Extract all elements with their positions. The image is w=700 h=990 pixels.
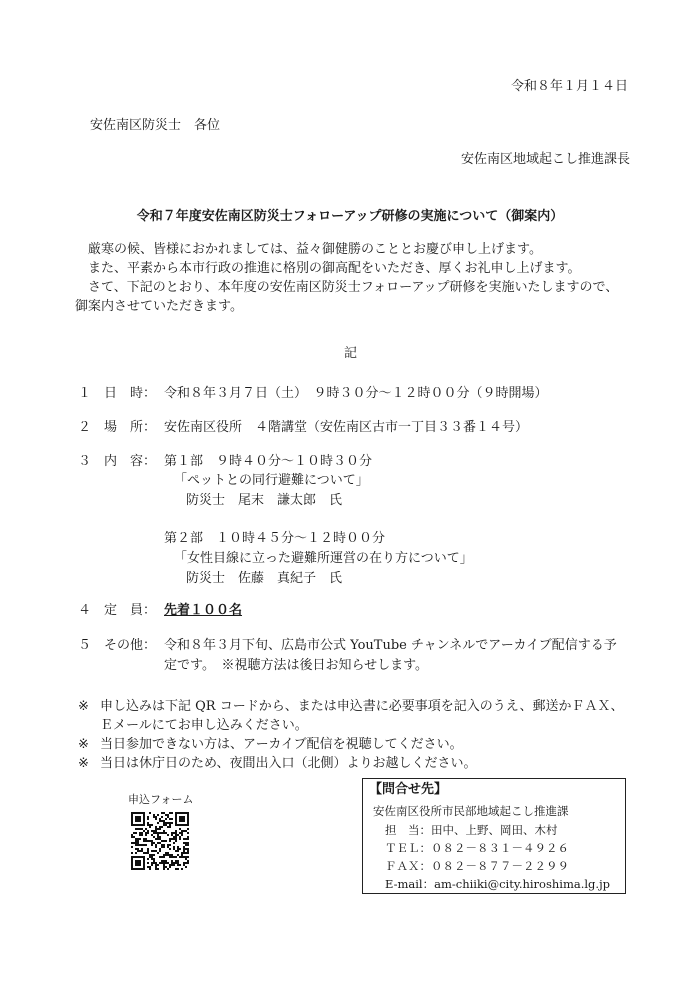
document-title: 令和７年度安佐南区防災士フォローアップ研修の実施について（御案内）	[136, 209, 564, 224]
note-item	[78, 736, 638, 755]
item-number: １	[78, 386, 92, 401]
item-number: ３	[78, 454, 92, 469]
qr-code-icon[interactable]	[131, 812, 189, 870]
note-item	[78, 698, 638, 717]
note-text: 当日は休庁日のため、夜間出入口（北側）よりお越しください。	[100, 756, 477, 771]
contact-box	[362, 778, 626, 894]
part1-time: 第１部 ９時４０分～１０時３０分	[164, 454, 373, 469]
addressee: 安佐南区防災士 各位	[90, 118, 221, 133]
contact-fax: ＦＡＸ：０８２－８７７－２２９９	[385, 859, 569, 873]
body-line: また、平素から本市行政の推進に格別の御高配をいただき、厚くお礼申し上げます。	[75, 261, 581, 276]
notes	[78, 698, 638, 774]
contact-heading: 【問合せ先】	[369, 782, 448, 797]
body-line: 御案内させていただきます。	[75, 299, 243, 314]
body-line: 厳寒の候、皆様におかれましては、益々御健勝のこととお慶び申し上げます。	[75, 242, 542, 257]
contact-dept: 安佐南区役所市民部地域起こし推進課	[373, 804, 569, 818]
sender: 安佐南区地域起こし推進課長	[460, 152, 630, 167]
item-label: 定 員：	[104, 603, 157, 618]
part2-speaker: 防災士 佐藤 真紀子 氏	[186, 571, 343, 586]
item-value: 令和８年３月７日（土） ９時３０分～１２時００分（９時開場）	[164, 386, 548, 401]
item-value: 令和８年３月下旬、広島市公式 YouTube チャンネルでアーカイブ配信する予	[164, 638, 617, 653]
ki-heading: 記	[344, 346, 358, 361]
document-date: 令和８年１月１４日	[510, 79, 628, 94]
part2-time: 第２部 １０時４５分～１２時００分	[164, 531, 386, 546]
note-item	[78, 755, 638, 774]
note-mark: ※	[78, 737, 89, 752]
item-label: 場 所：	[104, 420, 157, 435]
item-label: 内 容：	[104, 454, 157, 469]
item-value-cont: 定です。 ※視聴方法は後日お知らせします。	[164, 658, 429, 673]
note-text: 当日参加できない方は、アーカイブ配信を視聴してください。	[100, 737, 463, 752]
part2-title: 「女性目線に立った避難所運営の在り方について」	[174, 551, 473, 566]
note-item	[78, 717, 638, 736]
contact-tel: ＴＥＬ：０８２－８３１－４９２６	[385, 841, 569, 855]
qr-label: 申込フォーム	[128, 793, 194, 806]
body-line: さて、下記のとおり、本年度の安佐南区防災士フォローアップ研修を実施いたしますので、	[75, 280, 619, 295]
item-label: 日 時：	[104, 386, 157, 401]
item-value: 先着１００名	[164, 603, 243, 618]
item-label: その他：	[104, 638, 157, 653]
item-number: ４	[78, 603, 92, 618]
note-text: Ｅメールにてお申し込みください。	[100, 718, 308, 733]
item-value: 安佐南区役所 ４階講堂（安佐南区古市一丁目３３番１４号）	[164, 420, 529, 435]
note-mark: ※	[78, 699, 89, 714]
part1-title: 「ペットとの同行避難について」	[174, 473, 369, 488]
contact-email: E-mail：am-chiiki@city.hiroshima.lg.jp	[385, 877, 611, 891]
body-text	[75, 240, 635, 316]
contact-person: 担 当：田中、上野、岡田、木村	[385, 823, 558, 837]
note-mark: ※	[78, 756, 89, 771]
item-number: ２	[78, 420, 92, 435]
part1-speaker: 防災士 尾末 謙太郎 氏	[186, 493, 343, 508]
item-number: ５	[78, 638, 92, 653]
note-text: 申し込みは下記 QR コードから、または申込書に必要事項を記入のうえ、郵送かＦＡＸ、	[100, 699, 624, 714]
